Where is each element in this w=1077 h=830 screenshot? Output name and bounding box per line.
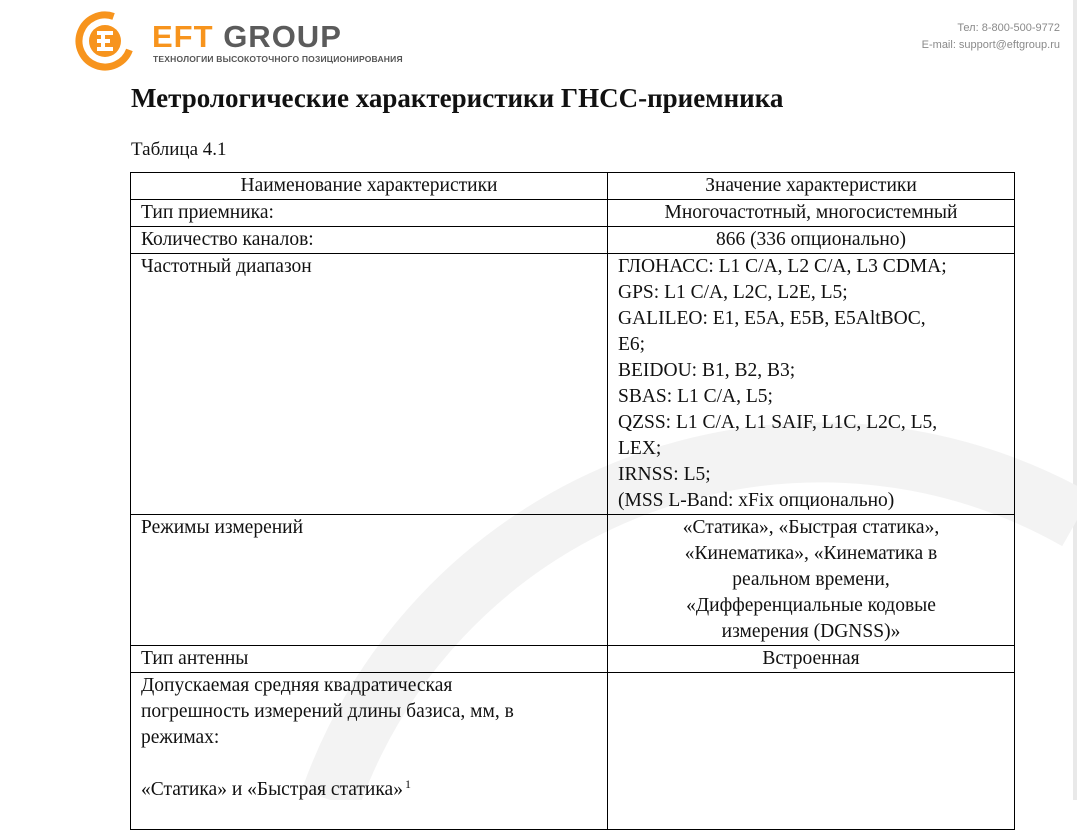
row-name: Тип приемника: (131, 200, 608, 227)
page-edge (1073, 0, 1077, 800)
frequency-line: E6; (618, 334, 646, 355)
row-name: Тип антенны (131, 646, 608, 673)
frequency-line: QZSS: L1 C/A, L1 SAIF, L1C, L2C, L5, (618, 412, 938, 433)
row-value (608, 254, 1015, 515)
column-header-value: Значение характеристики (608, 173, 1015, 200)
table-row (131, 673, 1015, 830)
table-row (131, 227, 1015, 254)
contact-info (922, 20, 1060, 54)
mode-line: «Дифференциальные кодовые (686, 595, 936, 616)
table-row (131, 254, 1015, 515)
table-header-row (131, 173, 1015, 200)
row-value: Многочастотный, многосистемный (608, 200, 1015, 227)
eft-logo-icon (74, 10, 136, 72)
row-name: Частотный диапазон (131, 254, 608, 515)
mode-line: «Кинематика», «Кинематика в (684, 543, 938, 564)
row-name: Режимы измерений (131, 515, 608, 646)
brand-name: EFT GROUP (152, 19, 342, 54)
spec-table (130, 172, 1015, 830)
company-logo (74, 10, 404, 74)
mode-line: измерения (DGNSS)» (721, 621, 901, 642)
row-subitem: «Статика» и «Быстрая статика» $^1$ (141, 776, 411, 800)
frequency-line: IRNSS: L5; (618, 464, 711, 485)
frequency-line: SBAS: L1 C/A, L5; (618, 386, 773, 407)
frequency-line: BEIDOU: B1, B2, B3; (618, 360, 796, 381)
contact-phone: Тел: 8-800-500-9772 (957, 22, 1060, 34)
mode-line: реальном времени, (732, 569, 890, 590)
mode-line: «Статика», «Быстрая статика», (682, 517, 940, 538)
frequency-line: ГЛОНАСС: L1 C/A, L2 C/A, L3 CDMA; (618, 256, 947, 277)
row-name-line: Допускаемая средняя квадратическая (141, 675, 453, 696)
row-name-line: погрешность измерений длины базиса, мм, в (141, 701, 514, 722)
row-name (131, 673, 608, 830)
row-value: 866 (336 опционально) (608, 227, 1015, 254)
page-title: Метрологические характеристики ГНСС-приемника (131, 83, 784, 113)
table-row (131, 646, 1015, 673)
row-value (608, 515, 1015, 646)
frequency-line: (MSS L-Band: xFix опционально) (618, 490, 895, 511)
contact-email: E-mail: support@eftgroup.ru (921, 39, 1060, 51)
column-header-name: Наименование характеристики (131, 173, 608, 200)
row-value (608, 673, 1015, 830)
frequency-line: LEX; (618, 438, 662, 459)
row-value: Встроенная (608, 646, 1015, 673)
frequency-line: GALILEO: E1, E5A, E5B, E5AltBOC, (618, 308, 926, 329)
footnote-marker: 1 (404, 776, 411, 791)
table-caption: Таблица 4.1 (131, 139, 227, 160)
table-row (131, 200, 1015, 227)
frequency-line: GPS: L1 C/A, L2C, L2E, L5; (618, 282, 848, 303)
table-row (131, 515, 1015, 646)
row-name-line: режимах: (141, 727, 220, 748)
row-name: Количество каналов: (131, 227, 608, 254)
brand-tagline: ТЕХНОЛОГИИ ВЫСОКОТОЧНОГО ПОЗИЦИОНИРОВАНИЯ (153, 54, 403, 64)
